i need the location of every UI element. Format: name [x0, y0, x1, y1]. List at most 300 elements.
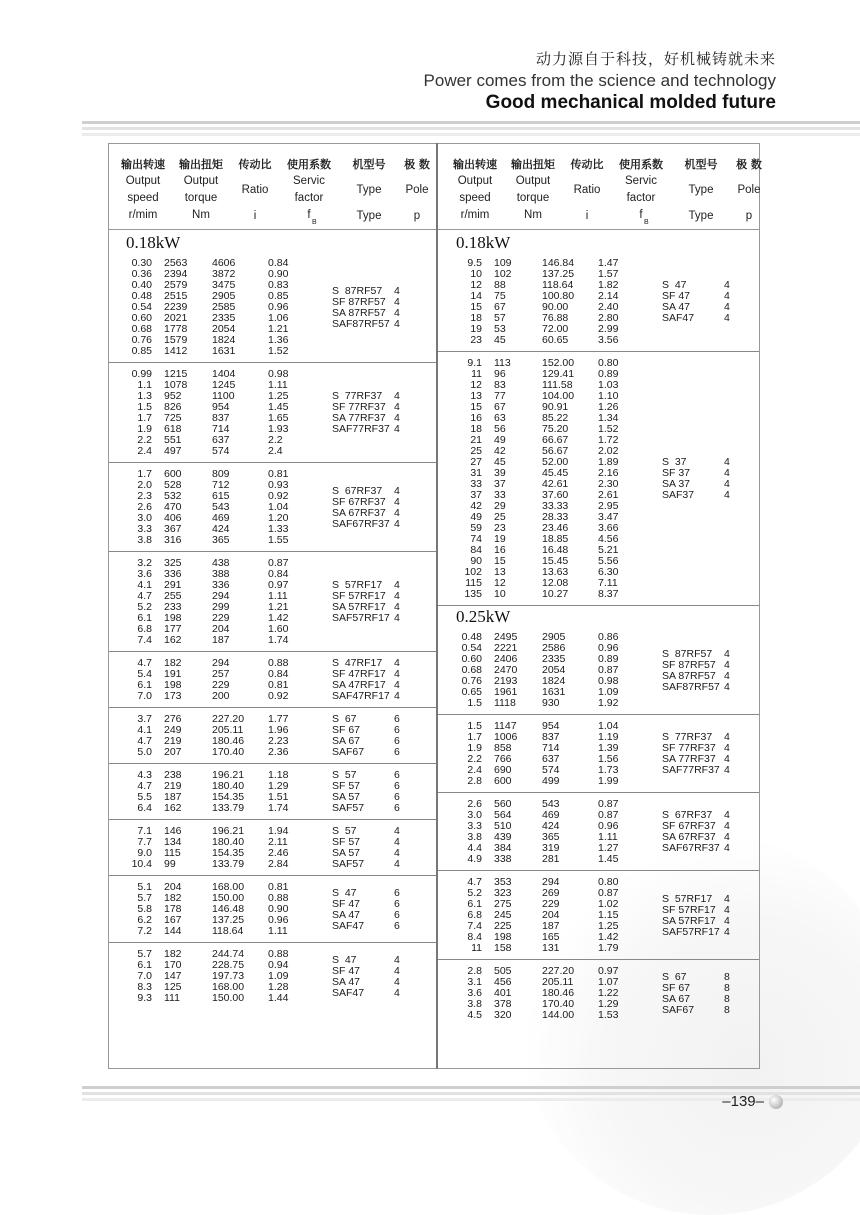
header-label-cn: 机型号	[684, 158, 718, 171]
cell-factor: 0.86	[598, 631, 619, 643]
cell-speed: 10.4	[131, 858, 152, 870]
type-pole: 4	[724, 903, 730, 916]
cell-torque: 2579	[164, 279, 188, 291]
block-separator	[109, 707, 436, 708]
cell-torque: 245	[494, 909, 512, 921]
cell-ratio: 1824	[212, 334, 236, 346]
cell-speed: 27	[470, 456, 482, 468]
cell-factor: 0.80	[598, 357, 619, 369]
type-pole: 4	[394, 295, 400, 308]
table-header-col2	[172, 156, 230, 224]
cell-speed: 6.1	[137, 612, 152, 624]
header-separator	[109, 229, 436, 230]
table-row	[118, 859, 308, 870]
cell-speed: 9.3	[137, 992, 152, 1004]
cell-ratio: 615	[212, 490, 230, 502]
cell-torque: 13	[494, 566, 506, 578]
cell-speed: 6.8	[137, 623, 152, 635]
cell-factor: 0.81	[268, 881, 289, 893]
cell-speed: 10	[470, 268, 482, 280]
cell-factor: 0.96	[268, 914, 289, 926]
cell-torque: 2221	[494, 642, 518, 654]
cell-speed: 4.4	[467, 842, 482, 854]
cell-speed: 19	[470, 323, 482, 335]
table-header-col1	[114, 156, 172, 224]
cell-speed: 5.7	[137, 892, 152, 904]
cell-speed: 0.68	[461, 664, 482, 676]
cell-speed: 0.54	[461, 642, 482, 654]
cell-torque: 125	[164, 981, 182, 993]
cell-torque: 88	[494, 279, 506, 291]
type-model: SF 77RF37	[662, 742, 716, 754]
cell-factor: 2.4	[268, 445, 283, 457]
cell-ratio: 229	[212, 612, 230, 624]
cell-factor: 1.55	[268, 534, 289, 546]
cell-speed: 6.2	[137, 914, 152, 926]
type-model: SAF67RF37	[662, 842, 720, 854]
cell-speed: 2.4	[137, 445, 152, 457]
cell-torque: 2021	[164, 312, 188, 324]
cell-torque: 178	[164, 903, 182, 915]
cell-speed: 5.2	[137, 601, 152, 613]
type-model: SA 57	[332, 791, 361, 803]
type-model: SAF47	[332, 919, 365, 932]
cell-speed: 4.9	[467, 853, 482, 865]
cell-speed: 1.9	[137, 423, 152, 435]
cell-speed: 4.7	[137, 657, 152, 669]
type-pole: 4	[394, 390, 400, 402]
cell-speed: 8.3	[137, 981, 152, 993]
type-entry	[662, 1005, 738, 1016]
cell-ratio: 294	[542, 876, 560, 888]
cell-factor: 2.2	[268, 434, 283, 446]
type-pole: 4	[724, 831, 730, 843]
header-label-en: Nm	[524, 209, 542, 221]
header-label-cn: 传动比	[238, 158, 272, 171]
cell-speed: 4.1	[137, 579, 152, 591]
header-label-en: Ratio	[241, 184, 269, 196]
cell-factor: 1.25	[598, 920, 619, 932]
cell-torque: 1412	[164, 345, 188, 357]
page-number: –139–	[722, 1093, 764, 1110]
cell-torque: 2515	[164, 290, 188, 302]
cell-torque: 146	[164, 825, 182, 837]
cell-torque: 173	[164, 690, 182, 702]
type-pole: 4	[724, 301, 730, 313]
cell-speed: 12	[470, 279, 482, 291]
header-label-en: Servic	[625, 175, 657, 187]
cell-ratio: 319	[542, 842, 560, 854]
cell-ratio: 150.00	[212, 992, 245, 1004]
cell-torque: 497	[164, 445, 182, 457]
cell-ratio: 930	[542, 697, 560, 709]
type-entry	[332, 988, 408, 999]
cell-ratio: 2335	[212, 312, 236, 324]
type-model: SAF57	[332, 858, 365, 870]
cell-ratio: 100.80	[542, 290, 575, 302]
cell-factor: 1.72	[598, 434, 619, 446]
type-model: S 57RF17	[332, 579, 383, 591]
cell-factor: 2.40	[598, 301, 619, 313]
type-pole: 4	[394, 423, 400, 435]
table-header-col2	[504, 156, 562, 224]
cell-torque: 45	[494, 334, 506, 346]
cell-speed: 5.2	[467, 887, 482, 899]
cell-speed: 15	[470, 301, 482, 313]
cell-speed: 7.1	[137, 825, 152, 837]
type-entry	[662, 972, 738, 983]
cell-speed: 6.8	[467, 909, 482, 921]
cell-factor: 6.30	[598, 566, 619, 578]
cell-speed: 0.60	[461, 653, 482, 665]
type-pole: 4	[724, 892, 730, 905]
cell-factor: 0.88	[268, 657, 289, 669]
cell-speed: 11	[471, 942, 482, 954]
cell-torque: 147	[164, 970, 182, 982]
cell-ratio: 42.61	[542, 478, 569, 490]
cell-speed: 12	[470, 379, 482, 391]
header-label-en: Output	[125, 175, 161, 187]
cell-speed: 25	[470, 445, 482, 457]
cell-ratio: 152.00	[542, 357, 575, 369]
type-entry	[662, 682, 738, 693]
header-label-en: r/mim	[460, 209, 490, 221]
type-pole: 4	[724, 820, 730, 832]
cell-torque: 233	[164, 601, 182, 613]
cell-factor: 0.81	[268, 468, 289, 480]
cell-factor: 3.47	[598, 511, 619, 523]
cell-factor: 1.42	[598, 931, 619, 943]
cell-speed: 7.2	[137, 925, 152, 937]
header-label-en: Servic	[293, 175, 325, 187]
cell-factor: 1.09	[598, 686, 619, 698]
type-model: SF 77RF37	[332, 401, 386, 413]
cell-torque: 323	[494, 887, 512, 899]
cell-ratio: 1824	[542, 675, 566, 687]
cell-factor: 2.11	[268, 836, 288, 848]
table-row	[118, 635, 308, 646]
type-pole: 4	[394, 679, 400, 691]
cell-speed: 0.36	[131, 268, 152, 280]
cell-speed: 0.60	[131, 312, 152, 324]
cell-ratio: 37.60	[542, 489, 569, 501]
cell-speed: 3.1	[467, 976, 482, 988]
cell-torque: 45	[494, 456, 506, 468]
type-list	[662, 972, 738, 1016]
cell-factor: 1.82	[598, 279, 619, 291]
cell-torque: 57	[494, 312, 506, 324]
cell-ratio: 543	[212, 501, 230, 513]
cell-ratio: 56.67	[542, 445, 569, 457]
cell-ratio: 33.33	[542, 500, 569, 512]
type-pole: 4	[394, 517, 400, 530]
cell-ratio: 85.22	[542, 412, 569, 424]
type-entry	[662, 490, 738, 501]
cell-factor: 0.83	[268, 279, 289, 291]
type-pole: 4	[724, 658, 730, 671]
cell-torque: 560	[494, 798, 512, 810]
cell-ratio: 227.20	[212, 713, 245, 725]
cell-speed: 33	[470, 478, 482, 490]
cell-ratio: 23.46	[542, 522, 569, 534]
type-model: SA 87RF57	[332, 306, 386, 319]
cell-factor: 0.87	[598, 798, 619, 810]
cell-torque: 25	[494, 511, 506, 523]
cell-factor: 2.36	[268, 746, 289, 758]
cell-speed: 3.0	[467, 809, 482, 821]
cell-factor: 1.02	[598, 898, 619, 910]
block-separator	[109, 819, 436, 820]
cell-ratio: 712	[212, 479, 230, 491]
cell-ratio: 187	[542, 920, 560, 932]
cell-torque: 207	[164, 746, 182, 758]
type-pole: 4	[394, 836, 400, 848]
cell-torque: 77	[494, 390, 506, 402]
cell-torque: 109	[494, 257, 512, 269]
cell-ratio: 165	[542, 931, 560, 943]
type-model: SA 47	[662, 301, 691, 313]
cell-factor: 0.87	[268, 557, 289, 569]
cell-speed: 4.7	[137, 735, 152, 747]
cell-speed: 13	[470, 390, 482, 402]
header-label-en: p	[413, 210, 421, 222]
cell-ratio: 2585	[212, 301, 236, 313]
cell-speed: 7.4	[137, 634, 152, 646]
cell-ratio: 281	[542, 853, 560, 865]
cell-factor: 0.96	[598, 642, 619, 654]
cell-speed: 5.7	[137, 948, 152, 960]
header-label-cn: 输出转速	[121, 158, 165, 171]
type-list	[662, 732, 738, 776]
cell-torque: 75	[494, 290, 506, 302]
cell-ratio: 438	[212, 557, 230, 569]
type-entry	[662, 649, 738, 660]
cell-ratio: 229	[542, 898, 560, 910]
cell-torque: 320	[494, 1009, 512, 1021]
cell-ratio: 90.91	[542, 401, 569, 413]
type-entry	[662, 671, 738, 682]
cell-factor: 0.89	[598, 368, 619, 380]
type-entry	[662, 765, 738, 776]
type-pole: 4	[724, 914, 730, 927]
cell-torque: 2406	[494, 653, 518, 665]
type-pole: 4	[394, 668, 400, 680]
table-row	[118, 346, 308, 357]
cell-factor: 1.79	[598, 942, 619, 954]
type-list	[332, 714, 408, 758]
cell-ratio: 18.85	[542, 533, 569, 545]
cell-factor: 1.28	[268, 981, 289, 993]
cell-factor: 0.98	[598, 675, 619, 687]
cell-speed: 2.0	[137, 479, 152, 491]
cell-ratio: 714	[542, 742, 560, 754]
cell-ratio: 168.00	[212, 981, 245, 993]
cell-factor: 1.89	[598, 456, 619, 468]
cell-speed: 5.0	[137, 746, 152, 758]
type-list	[662, 894, 738, 938]
type-pole: 4	[394, 590, 400, 602]
type-pole: 4	[724, 742, 730, 754]
cell-factor: 0.98	[268, 368, 289, 380]
cell-ratio: 200	[212, 690, 230, 702]
cell-ratio: 4606	[212, 257, 236, 269]
cell-ratio: 168.00	[212, 881, 245, 893]
cell-torque: 191	[164, 668, 182, 680]
cell-factor: 0.89	[598, 653, 619, 665]
cell-torque: 19	[494, 533, 506, 545]
type-entry	[332, 977, 408, 988]
header-rule	[82, 121, 860, 139]
table-header-col6	[732, 156, 766, 225]
cell-ratio: 180.46	[542, 987, 575, 999]
cell-torque: 316	[164, 534, 182, 546]
block-separator	[109, 942, 436, 943]
cell-speed: 3.8	[137, 534, 152, 546]
cell-torque: 23	[494, 522, 506, 534]
cell-torque: 551	[164, 434, 182, 446]
cell-speed: 0.48	[461, 631, 482, 643]
type-pole: 4	[394, 484, 400, 497]
block-separator	[109, 651, 436, 652]
cell-torque: 1778	[164, 323, 188, 335]
type-pole: 8	[724, 981, 730, 994]
type-model: SAF77RF37	[662, 764, 720, 776]
cell-speed: 0.76	[131, 334, 152, 346]
cell-speed: 6.1	[137, 959, 152, 971]
cell-torque: 177	[164, 623, 182, 635]
cell-torque: 249	[164, 724, 182, 736]
cell-torque: 67	[494, 401, 506, 413]
cell-factor: 2.46	[268, 847, 289, 859]
type-model: S 77RF37	[662, 731, 713, 743]
cell-speed: 7.7	[137, 836, 152, 848]
cell-torque: 182	[164, 657, 182, 669]
cell-speed: 14	[470, 290, 482, 302]
cell-factor: 1.45	[268, 401, 289, 413]
cell-torque: 113	[494, 357, 511, 369]
cell-factor: 1.74	[268, 634, 289, 646]
table-row	[448, 698, 638, 709]
cell-ratio: 714	[212, 423, 230, 435]
cell-speed: 1.7	[137, 412, 152, 424]
cell-torque: 2470	[494, 664, 518, 676]
cell-speed: 5.5	[137, 791, 152, 803]
cell-factor: 1.99	[598, 775, 619, 787]
cell-factor: 1.07	[598, 976, 619, 988]
type-pole: 4	[394, 953, 400, 966]
type-model: SAF67	[662, 1003, 695, 1016]
cell-speed: 5.8	[137, 903, 152, 915]
type-pole: 6	[394, 791, 400, 803]
type-pole: 4	[394, 690, 400, 702]
cell-factor: 1.26	[598, 401, 619, 413]
cell-speed: 1.1	[137, 379, 152, 391]
cell-factor: 1.04	[598, 720, 619, 732]
cell-speed: 49	[470, 511, 482, 523]
cell-factor: 2.16	[598, 467, 619, 479]
cell-torque: 29	[494, 500, 506, 512]
block-separator	[438, 605, 759, 606]
cell-speed: 9.5	[467, 257, 482, 269]
type-model: SF 57	[332, 836, 361, 848]
type-pole: 4	[724, 467, 730, 479]
cell-factor: 1.29	[598, 998, 619, 1010]
header-label-en: speed	[459, 192, 491, 204]
cell-ratio: 154.35	[212, 847, 245, 859]
cell-speed: 0.40	[131, 279, 152, 291]
cell-speed: 4.7	[137, 780, 152, 792]
cell-speed: 3.0	[137, 512, 152, 524]
cell-factor: 1.19	[598, 731, 619, 743]
type-entry	[332, 424, 408, 435]
cell-ratio: 197.73	[212, 970, 245, 982]
cell-ratio: 227.20	[542, 965, 575, 977]
cell-factor: 1.10	[598, 390, 619, 402]
cell-factor: 1.22	[598, 987, 619, 999]
type-model: S 77RF37	[332, 390, 383, 402]
type-model: S 47	[662, 279, 687, 291]
cell-factor: 0.96	[268, 301, 289, 313]
type-model: SF 87RF57	[332, 295, 386, 308]
header-label-en: i	[253, 210, 257, 222]
cell-torque: 102	[494, 268, 512, 280]
cell-speed: 1.5	[467, 720, 482, 732]
cell-torque: 406	[164, 512, 182, 524]
header-label-en: Type	[688, 184, 714, 196]
type-model: SAF47	[662, 312, 695, 324]
cell-torque: 182	[164, 892, 182, 904]
type-model: SAF47RF17	[332, 690, 390, 702]
type-entry	[662, 894, 738, 905]
cell-factor: 1.93	[268, 423, 289, 435]
table-header-col4	[280, 156, 338, 224]
type-list	[662, 810, 738, 854]
type-pole: 6	[394, 886, 400, 899]
cell-factor: 1.60	[268, 623, 289, 635]
cell-factor: 1.15	[598, 909, 619, 921]
header-label-en: Pole	[737, 184, 761, 196]
type-model: SF 47	[332, 964, 361, 977]
type-model: SF 37	[662, 467, 691, 479]
cell-ratio: 1100	[212, 390, 235, 402]
header-label-cn: 输出扭矩	[179, 158, 223, 171]
block-separator	[438, 714, 759, 715]
cell-factor: 0.96	[598, 820, 619, 832]
cell-torque: 111	[164, 992, 180, 1004]
cell-ratio: 204	[212, 623, 230, 635]
table-row	[118, 747, 308, 758]
cell-speed: 4.7	[137, 590, 152, 602]
type-model: SA 47	[332, 975, 361, 988]
cell-speed: 2.6	[137, 501, 152, 513]
cell-factor: 1.33	[268, 523, 289, 535]
factor-subscript: B	[312, 219, 317, 226]
table-header-col5	[338, 156, 400, 225]
cell-factor: 1.18	[268, 769, 289, 781]
type-pole: 4	[724, 925, 730, 938]
type-model: SA 67	[332, 735, 361, 747]
type-list	[332, 826, 408, 870]
cell-speed: 1.7	[467, 731, 482, 743]
cell-torque: 1078	[164, 379, 188, 391]
type-model: SAF57RF17	[332, 612, 390, 624]
cell-factor: 1.51	[268, 791, 289, 803]
type-model: SA 47RF17	[332, 679, 386, 691]
cell-speed: 102	[464, 566, 482, 578]
table-row	[118, 803, 308, 814]
cell-torque: 2495	[494, 631, 518, 643]
cell-torque: 198	[164, 612, 182, 624]
